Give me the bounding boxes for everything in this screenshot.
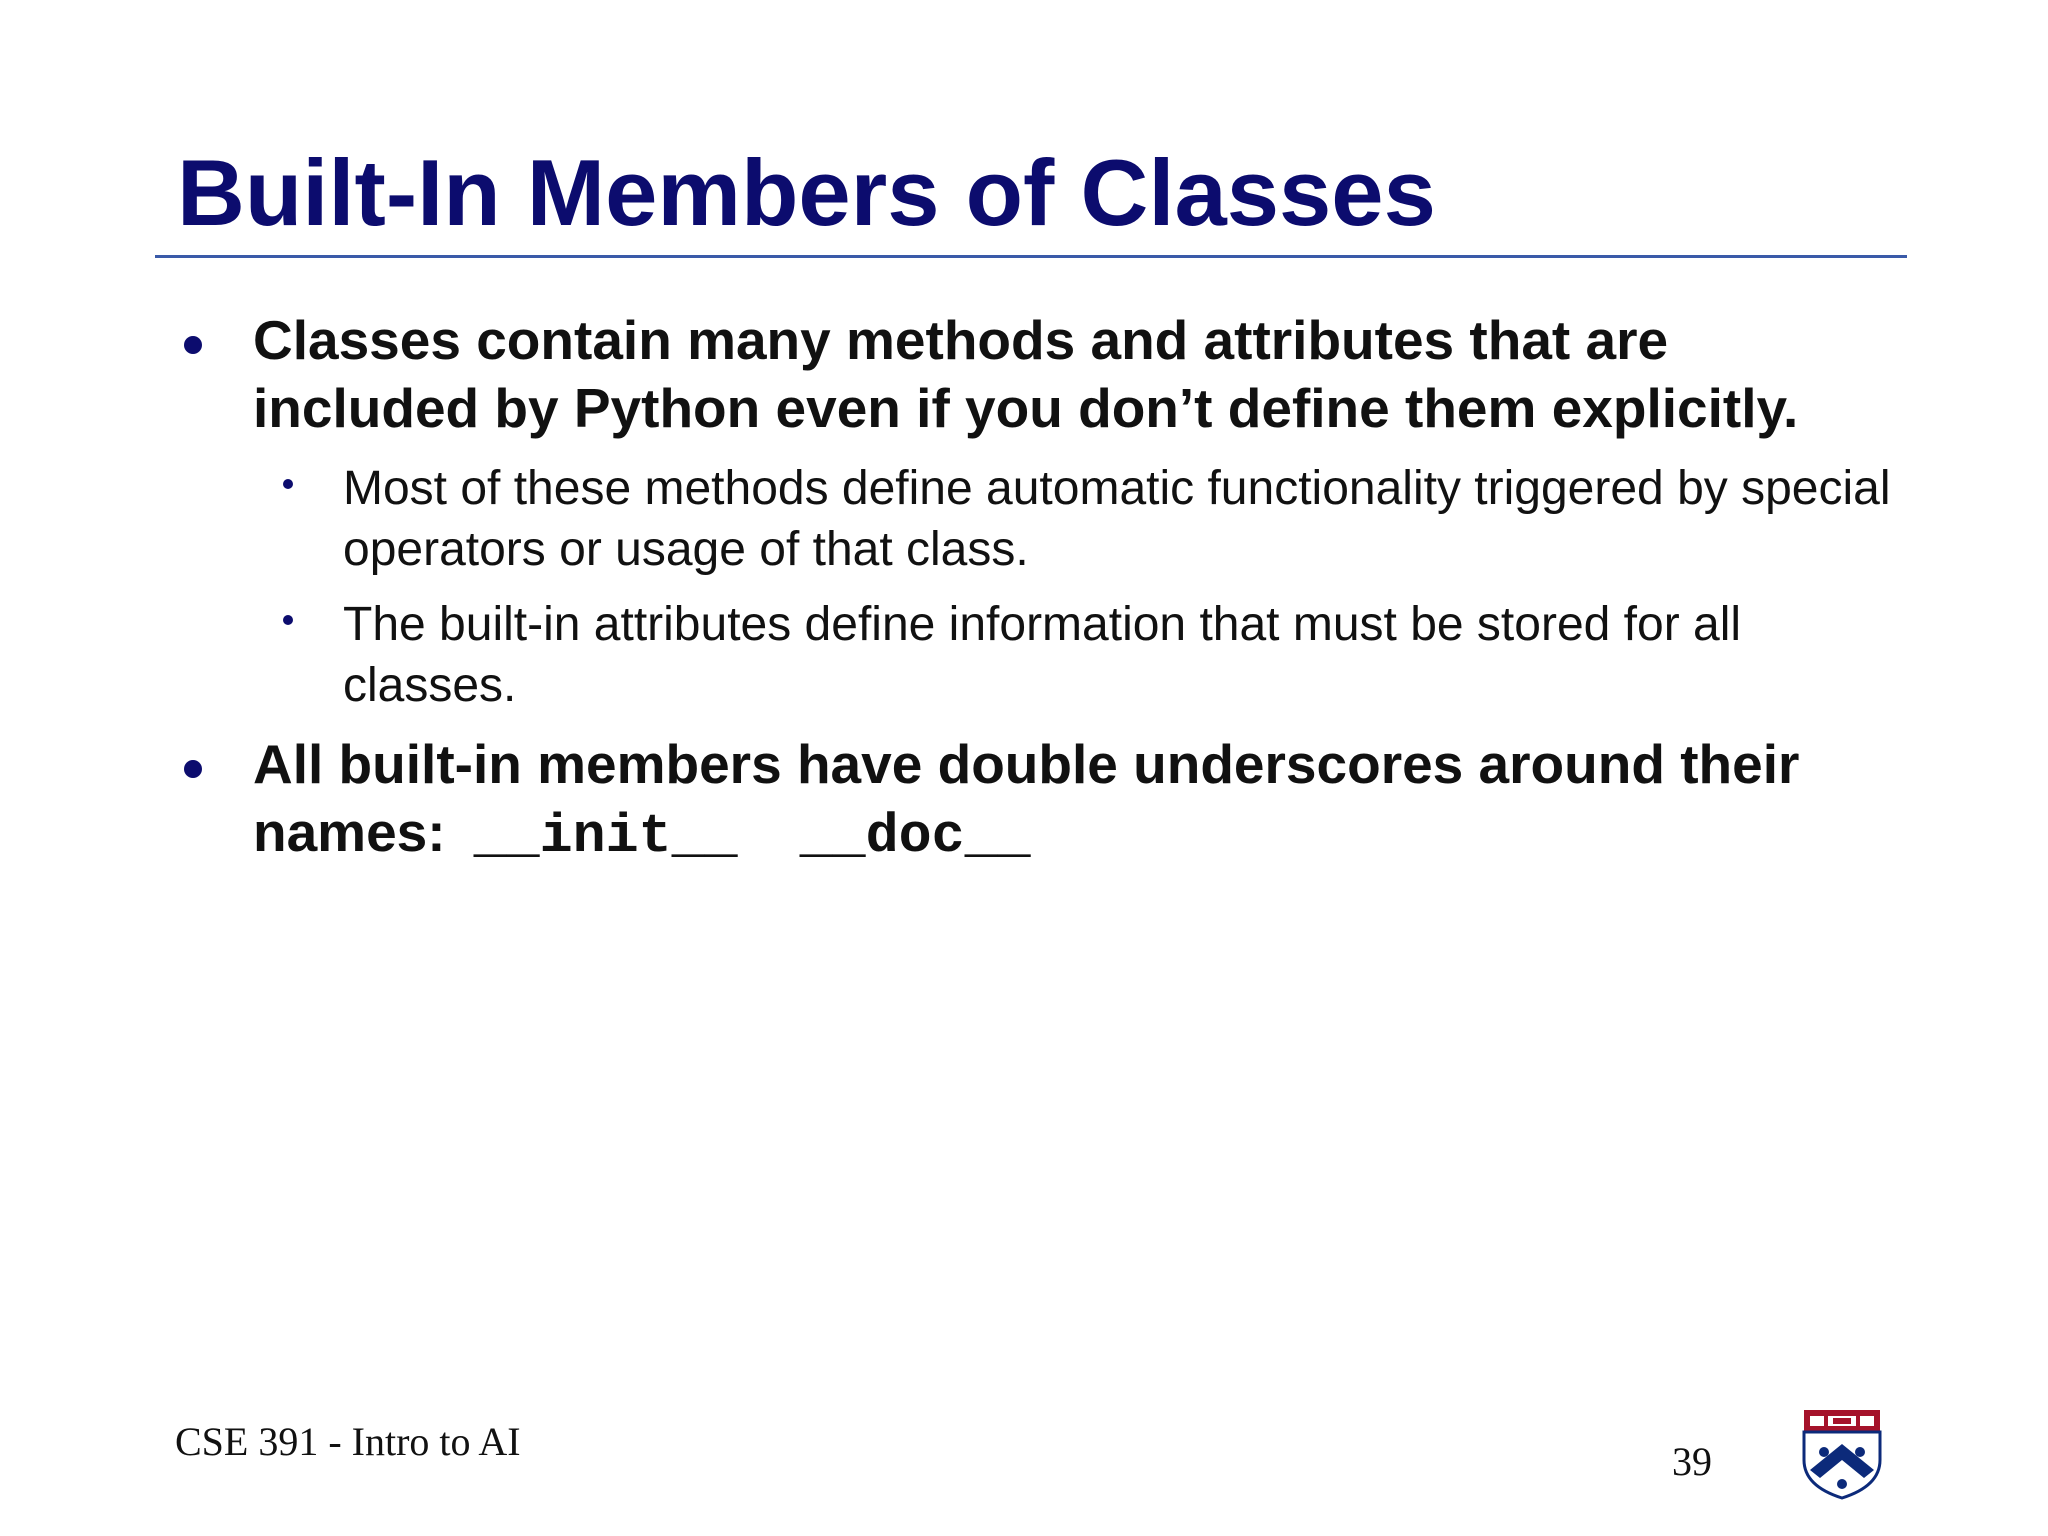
slide-title: Built-In Members of Classes bbox=[177, 140, 1436, 245]
code-init: __init__ bbox=[473, 805, 738, 868]
bullet-2-label: All built-in members have double underscores around their names: bbox=[253, 733, 1800, 863]
sub-bullet-2-text: The built-in attributes define information that must be stored for all classes. bbox=[343, 598, 1742, 712]
page-number: 39 bbox=[1672, 1439, 1712, 1484]
sub-bullet-dot bbox=[283, 615, 293, 625]
university-shield-icon bbox=[1802, 1408, 1882, 1500]
bullet-2-text bbox=[253, 730, 1893, 871]
bullet-dot bbox=[184, 760, 202, 778]
sub-bullet-dot bbox=[283, 479, 293, 489]
title-divider bbox=[155, 255, 1907, 258]
footer-course-label: CSE 391 - Intro to AI bbox=[175, 1419, 521, 1464]
bullet-dot bbox=[184, 336, 202, 354]
code-doc: __doc__ bbox=[799, 805, 1031, 868]
sub-bullet-1-text: Most of these methods define automatic functionality triggered by special operators or usage of that class. bbox=[343, 462, 1891, 576]
bullet-1-text: Classes contain many methods and attributes that are included by Python even if you don’t define them explicitly. bbox=[253, 309, 1799, 439]
